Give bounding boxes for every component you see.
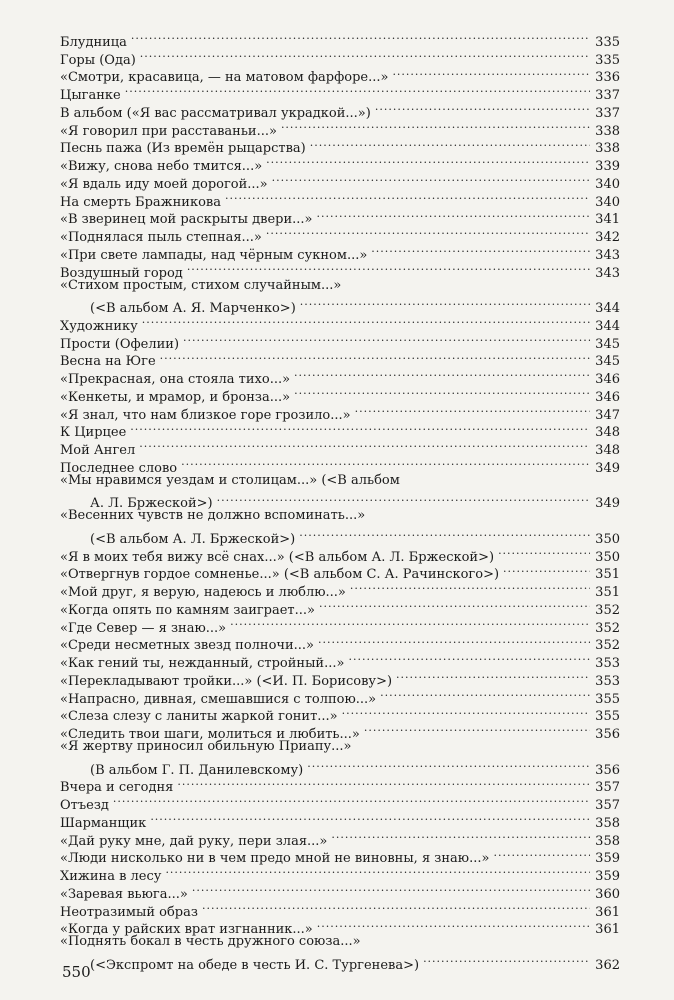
toc-entry-title: «Мой друг, я верую, надеюсь и люблю...» [60,585,346,600]
toc-entry-page-number: 340 [595,194,620,210]
dot-leader [140,46,590,64]
toc-entry-title: «Когда у райских врат изгнанник...» [60,922,313,938]
toc-entry-page-number: 335 [595,52,620,68]
dot-leader [131,28,590,46]
toc-entry-page-number: 358 [595,815,620,831]
dot-leader [125,81,590,99]
toc-entry-title: «Я в моих тебя вижу всё снах...» (<В альбом А. Л. Бржеской>) [60,549,495,565]
toc-entry-title: Последнее слово [60,460,178,476]
toc-entry-title: Мой Ангел [60,443,136,458]
toc-entry-page-number: 340 [595,176,620,192]
dot-leader [307,756,590,774]
dot-leader [498,543,590,561]
dot-leader [202,898,590,916]
dot-leader [300,294,590,312]
dot-leader [380,685,590,703]
toc-entry [60,738,620,756]
dot-leader [294,383,590,401]
toc-entry-title: (<В альбом А. Л. Бржеской>) [90,531,296,547]
toc-entry-page-number: 348 [595,443,620,458]
toc-entry-title: (<Экспромт на обеде в честь И. С. Тургенева>) [90,957,420,973]
dot-leader [160,348,590,366]
dot-leader [310,135,590,153]
toc-entry-title: Весна на Юге [60,354,156,370]
toc-entry-page-number: 361 [595,904,620,920]
toc-entry-title: Песнь пажа (Из времён рыцарства) [60,141,306,157]
toc-entry-page-number: 355 [595,709,620,725]
toc-entry-title: На смерть Бражникова [60,194,221,210]
toc-entry-title: «Отвергнув гордое сомненье...» (<В альбом С. А. Рачинского>) [60,567,500,583]
dot-leader [342,703,590,721]
toc-entry [60,809,620,831]
toc-entry-page-number: 347 [595,407,620,423]
toc-entry [60,525,620,547]
toc-entry-title: А. Л. Бржеской>) [90,496,213,512]
toc-entry-title: Художнику [60,318,138,334]
toc-entry-page-number: 339 [595,159,620,174]
dot-leader [272,170,590,188]
toc-entry-title: Воздушный город [60,265,183,281]
dot-leader [364,720,590,738]
toc-entry-page-number: 335 [595,34,620,50]
dot-leader [150,809,590,827]
dot-leader [217,490,590,508]
toc-entry-page-number: 357 [595,780,620,796]
toc-entry-page-number: 353 [595,656,620,671]
toc-entry-page-number: 345 [595,336,620,352]
toc-entry-page-number: 350 [595,531,620,547]
dot-leader [319,596,590,614]
toc-entry-page-number: 349 [595,496,620,512]
toc-entry-page-number: 352 [595,638,620,654]
toc-entry-title: «Мы нравимся уездам и столицам...» (<В альбом [60,472,400,488]
toc-entry-page-number: 342 [595,230,620,245]
toc-entry [60,28,620,50]
dot-leader [130,419,590,437]
dot-leader [181,454,590,472]
dot-leader [266,152,590,170]
toc-entry-page-number: 338 [595,141,620,157]
dot-leader [316,206,590,224]
toc-entry-page-number: 337 [595,88,620,103]
dot-leader [294,365,590,383]
toc-entry-title: Вчера и сегодня [60,780,174,796]
toc-entry-title: «Прекрасная, она стояла тихо...» [60,372,291,387]
toc-entry [60,294,620,316]
toc-entry-title: «Весенних чувств не должно вспоминать...» [60,508,366,524]
toc-entry [60,436,620,458]
toc-entry-page-number: 356 [595,762,620,778]
dot-leader [192,880,590,898]
toc-entry-title: «Вижу, снова небо тмится...» [60,159,263,174]
toc-entry-page-number: 357 [595,798,620,813]
dot-leader [348,649,590,667]
toc-entry-title: «Кенкеты, и мрамор, и бронза...» [60,389,291,405]
dot-leader [177,774,590,792]
toc-entry-title: «Где Север — я знаю...» [60,620,227,636]
toc-entry-page-number: 343 [595,265,620,281]
toc-entry-page-number: 355 [595,691,620,707]
dot-leader [318,632,590,650]
dot-leader [396,667,590,685]
toc-entry-title: (<В альбом А. Я. Марченко>) [90,301,296,316]
toc-entry-title: «Я говорил при расставаньи...» [60,123,277,139]
toc-entry [60,46,620,68]
toc-entry [60,454,620,476]
toc-entry-page-number: 362 [595,957,620,973]
toc-entry-page-number: 358 [595,833,620,849]
toc-entry-title: «Я вдаль иду моей дорогой...» [60,176,268,192]
toc-entry [60,933,620,951]
toc-entry-page-number: 360 [595,886,620,902]
toc-entry-page-number: 349 [595,460,620,476]
toc-entry-page-number: 341 [595,212,620,228]
toc-entry-title: «В зверинец мой раскрыты двери...» [60,212,313,228]
toc-entry-page-number: 350 [595,549,620,565]
toc-entry-title: «Когда опять по камням заиграет...» [60,602,315,618]
toc-entry-title: «Следить твои шаги, молиться и любить...» [60,727,360,742]
toc-entry-page-number: 361 [595,922,620,938]
toc-entry-page-number: 351 [595,567,620,583]
page-number: 550 [62,963,91,981]
toc-entry-title: «Смотри, красавица, — на матовом фарфоре...» [60,70,389,86]
toc-entry [60,472,620,490]
toc-entry-title: Хижина в лесу [60,869,162,884]
toc-entry-page-number: 352 [595,620,620,636]
toc-entry-title: «Дай руку мне, дай руку, пери злая...» [60,833,328,849]
toc-entry-title: «Стихом простым, стихом случайным...» [60,277,342,293]
toc-entry-title: «Поднять бокал в честь дружного союза...» [60,934,361,950]
toc-entry-title: В альбом («Я вас рассматривал украдкой...») [60,105,371,121]
toc-entry-page-number: 344 [595,318,620,334]
dot-leader [225,188,590,206]
dot-leader [493,845,590,863]
toc-entry-page-number: 359 [595,869,620,884]
toc-entry-title: К Цирцее [60,425,127,441]
dot-leader [142,312,590,330]
toc-entry-page-number: 353 [595,673,620,689]
dot-leader [230,614,590,632]
toc-entry-page-number: 359 [595,851,620,867]
dot-leader [392,64,590,82]
toc-entry [60,507,620,525]
toc-entry-title: «Слеза слезу с ланиты жаркой гонит...» [60,709,338,725]
toc-entry-page-number: 346 [595,372,620,387]
toc-entry-title: Неотразимый образ [60,904,198,920]
dot-leader [503,561,590,579]
dot-leader [266,223,590,241]
dot-leader [113,791,590,809]
toc-entry [60,64,620,86]
toc-entry-page-number: 343 [595,247,620,263]
toc-entry-title: Шарманщик [60,815,147,831]
toc-entry-title: Отъезд [60,798,109,813]
dot-leader [281,117,590,135]
toc-entry [60,277,620,295]
toc-entry-title: «Я жертву приносил обильную Приапу...» [60,739,352,754]
toc-entry-title: «Как гений ты, нежданный, стройный...» [60,656,345,671]
toc-entry-page-number: 346 [595,389,620,405]
toc-entry [60,791,620,813]
toc-entry-title: Блудница [60,34,127,50]
toc-entry-title: (В альбом Г. П. Данилевскому) [90,762,304,778]
dot-leader [375,99,590,117]
toc-entry-page-number: 351 [595,585,620,600]
toc-entry [60,756,620,778]
toc-entry-title: «Перекладывают тройки...» (<И. П. Борисову>) [60,673,393,689]
toc-entry [60,99,620,121]
toc-entry [60,419,620,441]
toc-entry-title: Цыганке [60,88,121,103]
toc-entry-page-number: 338 [595,123,620,139]
toc-entry-page-number: 337 [595,105,620,121]
toc-entry-page-number: 336 [595,70,620,86]
dot-leader [331,827,590,845]
toc-entry-title: «Поднялася пыль степная...» [60,230,262,245]
toc-entry-page-number: 344 [595,301,620,316]
dot-leader [183,330,590,348]
toc-entry-page-number: 348 [595,425,620,441]
toc-entry [60,81,620,103]
dot-leader [317,916,590,934]
toc-entry-title: «Люди нисколько ни в чем предо мной не виновны, я знаю...» [60,851,490,867]
dot-leader [371,241,590,259]
toc-entry-page-number: 352 [595,602,620,618]
dot-leader [187,259,590,277]
dot-leader [423,951,590,969]
toc-entry-title: «При свете лампады, над чёрным сукном...» [60,247,368,263]
toc-entry-title: «Среди несметных звезд полночи...» [60,638,315,654]
toc-entry [60,330,620,352]
toc-entry-page-number: 345 [595,354,620,370]
dot-leader [139,436,590,454]
toc-entry-title: «Я знал, что нам близкое горе грозило...» [60,407,351,423]
toc-entry-title: Прости (Офелии) [60,336,180,352]
toc-entry [60,490,620,512]
toc-entry-title: Горы (Ода) [60,52,136,68]
toc-entry-page-number: 356 [595,727,620,742]
dot-leader [350,578,590,596]
dot-leader [299,525,590,543]
toc-entry [60,312,620,334]
dot-leader [165,862,590,880]
dot-leader [355,401,590,419]
toc-entry-title: «Напрасно, дивная, смешавшися с толпою...» [60,691,377,707]
toc-entry-title: «Заревая вьюга...» [60,886,188,902]
